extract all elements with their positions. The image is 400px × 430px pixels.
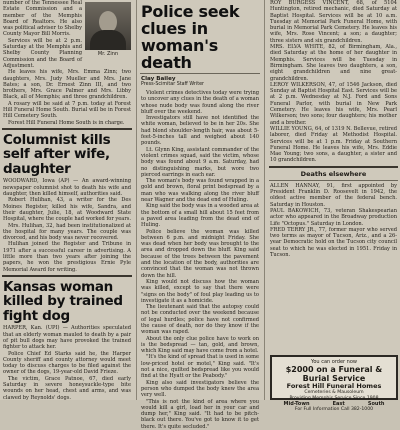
story-text: Violent crimes detectives today were trying to uncover any clues in the death of a woman whose nude body was found along the river bluff over the weekend. bbox=[141, 90, 259, 115]
death-notice: ALLEN HANNAY, 91, first appointed by President Franklin D. Roosevelt in 1942, the oldest active member of the federal bench. Saturday in Houston. bbox=[270, 182, 397, 208]
ad-line: Providing Memphis Service Since 1908 bbox=[289, 395, 379, 401]
story-text: "This is not the kind of area where you would kill a girl, load her in your car and dump her," King said. "It had to be pitch-black out there. You've got to know it to get there. It's quite secluded." bbox=[141, 398, 259, 430]
ad-title: Forest Hill Funeral Homes bbox=[286, 382, 382, 390]
story-text: Investigators still have not identified the white woman, believed to be in her 20s. She had blond shoulder-length hair, was about 5-feet-5-inches tall and weighed about 140 pounds. bbox=[141, 115, 259, 147]
story-text: Mrs. Hulihan, 32, had been institutionalized at the hospital for many years. The couple was divorced, and his body was never recovered. bbox=[3, 222, 131, 242]
story-text: King also said investigators believe the person who dumped the body knew the area very well. bbox=[141, 379, 259, 399]
story-text: Lt. Glynn King, assistant commander of the violent crimes squad, said the victim, whose body was found about 9 a.m. Saturday, had no distinguishing marks, but wore two pierced earrings in each ear. bbox=[141, 146, 259, 178]
story-text: Police believe the woman was killed between 6 p.m. and midnight Friday. She was dead when her body was brought to the area and dropped down the bluff. King said because of the trees between the pavement and the location of the body, authorities are convinced that the woman was not thrown down the hill. bbox=[141, 228, 259, 279]
column-rule bbox=[136, 0, 137, 400]
ad-location: Mid-Town bbox=[283, 401, 310, 407]
story-text: WOODWARD, Iowa (AP) — An award-winning newspaper columnist shot to death his wife and daughter, then killed himself, authorities said. bbox=[3, 178, 131, 198]
death-notice: PAUL BAKOWICH, 73, veteran Shakespearian actor who appeared in the Broadway production Life "Octopus." Saturday in London. bbox=[270, 207, 397, 227]
funeral-home-ad bbox=[270, 355, 398, 412]
obituary-text: He leaves his wife, Mrs. Emma Zinn; two daughters, Mrs. Judy Mueller and Mrs. Jane Bates; a son, Dr. Ernest Zinn III, and two brothers, Mrs. Grace Palmer and Mrs. Libby Black, all of Memphis; and three grandchildren. bbox=[3, 69, 131, 101]
death-notice: WILLIE YOUNG, 64, of 1319 N. Bellevue, retired laborer, died Friday at Methodist Hospital. Services will be at 1 p.m. Friday at Southern Funeral Home. He leaves his wife, Mrs. Eddie Mae Young; two sons, a daughter, a sister and 10 grandchildren. bbox=[270, 125, 397, 164]
story-text: The lieutenant said that the autopsy could not be conducted over the weekend because of legal hurdles; police have not confirmed the cause of death, nor do they know if the woman was raped. bbox=[141, 304, 259, 336]
ad-line: You can order now bbox=[310, 359, 358, 365]
story-text: "It's the kind of spread that is used in some low-priced hotel or motel," King said. "It's not a nice, quilted bedspread like you would find at the Hyatt or the Peabody." bbox=[141, 354, 259, 380]
ad-line: Cemeteries & Mausoleum bbox=[304, 390, 364, 395]
byline: Clay Bailey bbox=[141, 76, 176, 82]
death-notice: ROY BURGESS VINCENT, 68, of 5104 Huntington, retired mechanic, died Saturday at Baptist Hospital. Services will be at 10 a.m. Tuesday at Memorial Park Funeral Home, with burial in Memorial Park Cemetery. He leaves his wife, Mrs. Rose Vincent; a son; a daughter; three sisters and six grandchildren. bbox=[270, 0, 397, 44]
ad-location: South bbox=[367, 401, 385, 407]
death-notice: MRS. ELVA WHITE, 82, of Birmingham, Ala., died Saturday at the home of her daughter in Memphis. Services will be Tuesday in Birmingham. She leaves two daughters, a son, eight grandchildren and nine great-grandchildren. bbox=[270, 44, 397, 82]
divider bbox=[2, 275, 132, 277]
headline-police: Police seek clues in woman's death bbox=[141, 2, 240, 72]
obituary-text: Forest Hill Funeral Home South is in charge. bbox=[8, 119, 125, 126]
right-column bbox=[267, 0, 400, 354]
headline-columnist: Columnist kills self after wife, daughter bbox=[3, 131, 111, 177]
obituary-text: Services will be at 2 p.m. Saturday at the Memphis and Shelby County Planning Commission and the Board of Adjustment. bbox=[3, 37, 82, 69]
story-text: HARPER, Kan. (UPI) — Authorities speculated that an elderly woman mauled to death by a pair of pit bull dogs may have provoked the trained fighter to attack her. bbox=[3, 325, 131, 351]
obituary-text: A rosary will be said at 7 p.m. today at Forest Hill Funeral Home South. Burial will be in Forest Hill Cemetery South. bbox=[3, 100, 131, 120]
column-rule bbox=[264, 0, 265, 400]
section-heading: Deaths elsewhere bbox=[300, 169, 367, 178]
photo-caption: Mr. Zinn bbox=[97, 51, 119, 57]
story-text: The woman's body was found wrapped in a gold and brown, floral print bedspread by a man who was walking along the river bluff near Wagner and the dead end of Huling. bbox=[141, 178, 259, 204]
story-text: The victim, Grace Patnoe, 67, died early Saturday in severe honeysuckle-type bite wounds on her head, chest and arms, and was clawed by Reynolds' dogs. bbox=[3, 375, 131, 401]
story-text: Robert Hulihan, 43, a writer for the Des Moines Register, killed his wife, Sandra, and their daughter, Julie, 18, at Woodward State Hospital, where the couple had worked for years. bbox=[3, 197, 132, 223]
ad-location: East bbox=[332, 401, 345, 407]
divider bbox=[269, 166, 398, 168]
ad-line: $2000 on a Funeral & Burial Service bbox=[285, 365, 383, 383]
headline-kansas: Kansas woman killed by trained fight dog bbox=[3, 278, 123, 324]
story-text: Hulihan joined the Register and Tribune in 1971 after a successful career in advertising. A little more than two years after joining the papers, he won the prestigious Ernie Pyle Memorial Award for writing. bbox=[3, 241, 131, 273]
story-text: About the only clue police have to work on is the bedspread — tan, gold, and brown, which King said may have come from a hotel. bbox=[141, 335, 259, 355]
divider bbox=[140, 73, 260, 74]
byline-staff: Press-Scimitar Staff Writer bbox=[141, 82, 205, 87]
story-text: Police Chief Ed Starks said he, the Harper County sheriff and county attorney would meet today to discuss charges to be filed against the owner of the dogs, 19-year-old David Frieze. bbox=[3, 350, 131, 376]
photo-coat bbox=[90, 30, 126, 50]
obituary-text: number of the Tennessee Real Estate Commission and a member of the Memphis Board of Realtors. He also was political adviser to Shelby County Mayor Bill Morris. bbox=[3, 0, 82, 38]
divider bbox=[2, 128, 132, 130]
death-notice: FRED TERRY JR., 77, former mayor who served two terms as mayor of Tucson, Ariz., and a 26-year Democratic hold on the Tucson city council seat to which he was elected in 1951. Friday in Tucson. bbox=[270, 226, 397, 258]
left-column bbox=[0, 0, 134, 400]
death-notice: LEROY WILKERSON, 47, of 1546 Jackson, died Sunday at Baptist Hospital East. Services will be at 2 p.m. Wednesday at N.J. Ford and Sons Funeral Parlor, with burial in New Park Cemetery. He leaves his wife, Mrs. Pearl Wilkerson; two sons; four daughters; his mother and a brother. bbox=[270, 81, 397, 126]
story-text: King said the body was in a wooded area at the bottom of a small hill about 15 feet from a paved area leading from the dead end of Huling. bbox=[141, 203, 259, 229]
ad-phone: For Full Information Call 382-1000 bbox=[294, 407, 374, 412]
middle-column bbox=[138, 0, 262, 430]
divider bbox=[269, 180, 398, 181]
story-text: King would not discuss how the woman was killed, except to say that there were "signs on the body" of foul play leading us to investigate it as a homicide. bbox=[141, 278, 259, 304]
obituary-photo bbox=[85, 2, 131, 50]
